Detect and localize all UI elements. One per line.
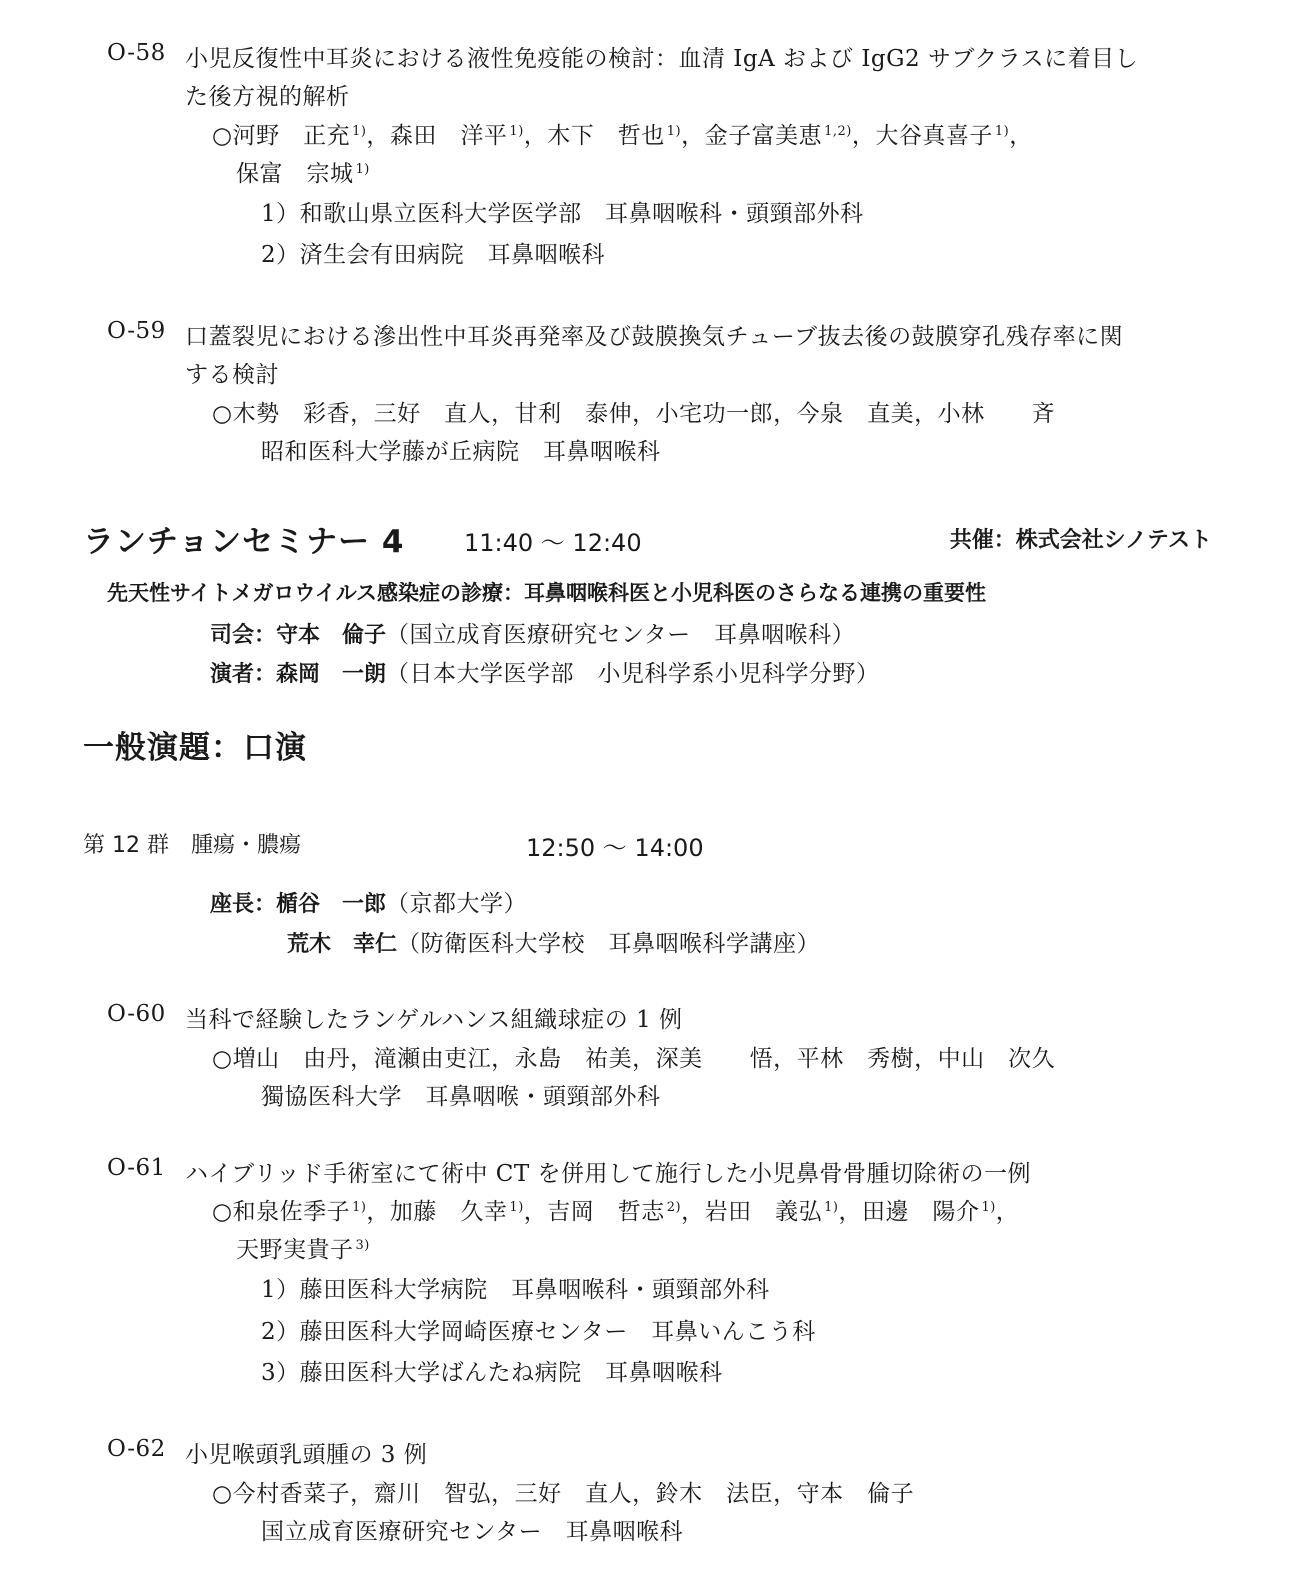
author-name: 田邊 陽介: [861, 1199, 980, 1225]
author-separator: ，: [1009, 123, 1033, 149]
author-list-o58-line1: [212, 117, 1033, 150]
author-separator: ，: [995, 1199, 1020, 1225]
affiliation-marker: 1): [352, 124, 367, 139]
abstract-title-o59-line2: する検討: [185, 362, 279, 388]
author-name: ○河野 正充: [212, 123, 351, 149]
affiliation-marker: 1): [509, 124, 524, 139]
author-list-o61-line2: [236, 1231, 370, 1264]
affiliation-marker: 1): [355, 162, 370, 177]
abstract-title-o61: ハイブリッド手術室にて術中 CT を併用して施行した小児鼻骨骨腫切除術の一例: [185, 1161, 1032, 1187]
seminar-chair: [210, 616, 855, 649]
abstract-title-o58-line2: た後方視的解析: [185, 84, 350, 110]
author-name: 加藤 久幸: [389, 1199, 508, 1225]
affiliation-marker: 3): [355, 1238, 370, 1253]
abstract-title-o60: 当科で経験したランゲルハンス組織球症の 1 例: [185, 1007, 683, 1033]
affiliation-marker: 1,2): [824, 124, 852, 139]
abstract-title-o58-line1: 小児反復性中耳炎における液性免疫能の検討：血清 IgA および IgG2 サブクラスに着目し: [185, 46, 1139, 72]
affiliation-o61-1: 1）藤田医科大学病院 耳鼻咽喉科・頭頸部外科: [261, 1277, 770, 1303]
affiliation-marker: 1): [352, 1200, 367, 1215]
seminar-speaker-name: 演者：森岡 一朗: [210, 662, 387, 687]
abstract-title-o59-line1: 口蓋裂児における滲出性中耳炎再発率及び鼓膜換気チューブ抜去後の鼓膜穿孔残存率に関: [185, 324, 1124, 350]
author-separator: ，: [838, 1199, 862, 1225]
group-title: 第 12 群 腫瘍・膿瘍: [83, 833, 301, 858]
abstract-number-o58: O-58: [107, 40, 166, 66]
author-separator: ，: [851, 123, 876, 149]
author-separator: ，: [366, 1199, 390, 1225]
author-name: 金子富美恵: [704, 123, 823, 149]
seminar-sponsor: 共催：株式会社シノテスト: [949, 528, 1212, 553]
author-name: 保富 宗城: [236, 161, 354, 187]
affiliation-marker: 1): [509, 1200, 524, 1215]
affiliation-o60: 獨協医科大学 耳鼻咽喉・頭頸部外科: [261, 1084, 661, 1110]
affiliation-o58-1: 1）和歌山県立医科大学医学部 耳鼻咽喉科・頭頸部外科: [261, 201, 864, 227]
abstract-number-o59: O-59: [107, 318, 166, 344]
group-chair-2-name: 荒木 幸仁: [287, 932, 398, 957]
group-chair-2: [287, 925, 820, 958]
author-separator: ，: [681, 1199, 705, 1225]
author-list-o62: ○今村香菜子，齋川 智弘，三好 直人，鈴木 法臣，守本 倫子: [212, 1481, 915, 1507]
seminar-chair-affiliation: （国立成育医療研究センター 耳鼻咽喉科）: [386, 622, 856, 648]
author-name: 岩田 義弘: [704, 1199, 823, 1225]
author-name: 吉岡 哲志: [547, 1199, 665, 1225]
seminar-time: 11:40 〜 12:40: [464, 529, 642, 557]
group-time: 12:50 〜 14:00: [526, 834, 704, 862]
affiliation-marker: 1): [994, 124, 1010, 139]
affiliation-o58-2: 2）済生会有田病院 耳鼻咽喉科: [261, 242, 606, 268]
affiliation-marker: 2): [666, 1200, 682, 1215]
seminar-subtitle: 先天性サイトメガロウイルス感染症の診療：耳鼻咽喉科医と小児科医のさらなる連携の重要性: [107, 581, 987, 605]
author-list-o59: ○木勢 彩香，三好 直人，甘利 泰伸，小宅功一郎，今泉 直美，小林 斉: [212, 401, 1056, 427]
author-separator: ，: [523, 123, 548, 149]
seminar-chair-name: 司会：守本 倫子: [210, 623, 387, 648]
section-title: 一般演題：口演: [83, 730, 307, 766]
author-name: 森田 洋平: [389, 123, 508, 149]
seminar-speaker: [210, 655, 880, 688]
seminar-speaker-affiliation: （日本大学医学部 小児科学系小児科学分野）: [386, 661, 880, 687]
group-chair-1-affiliation: （京都大学）: [386, 891, 528, 917]
abstract-number-o62: O-62: [107, 1436, 166, 1462]
affiliation-marker: 1): [981, 1200, 996, 1215]
abstract-title-o62: 小児喉頭乳頭腫の 3 例: [185, 1442, 428, 1468]
author-name: 天野実貴子: [236, 1237, 354, 1263]
abstract-number-o61: O-61: [107, 1155, 166, 1181]
affiliation-o62: 国立成育医療研究センター 耳鼻咽喉科: [261, 1519, 684, 1545]
author-list-o61-line1: [212, 1193, 1019, 1226]
author-list-o58-line2: [236, 155, 370, 188]
author-list-o60: ○増山 由丹，滝瀬由吏江，永島 祐美，深美 悟，平林 秀樹，中山 次久: [212, 1046, 1056, 1072]
group-chair-1-name: 座長：楯谷 一郎: [210, 892, 387, 917]
affiliation-o59: 昭和医科大学藤が丘病院 耳鼻咽喉科: [261, 439, 661, 465]
author-name: 大谷真喜子: [875, 123, 993, 149]
author-name: ○和泉佐季子: [212, 1199, 351, 1225]
group-chair-2-affiliation: （防衛医科大学校 耳鼻咽喉科学講座）: [397, 931, 821, 957]
affiliation-o61-3: 3）藤田医科大学ばんたね病院 耳鼻咽喉科: [261, 1360, 723, 1386]
affiliation-marker: 1): [666, 124, 682, 139]
seminar-title: ランチョンセミナー 4: [83, 524, 405, 560]
affiliation-marker: 1): [824, 1200, 839, 1215]
author-separator: ，: [523, 1199, 548, 1225]
author-separator: ，: [681, 123, 705, 149]
author-name: 木下 哲也: [547, 123, 665, 149]
affiliation-o61-2: 2）藤田医科大学岡崎医療センター 耳鼻いんこう科: [261, 1319, 816, 1345]
abstract-number-o60: O-60: [107, 1001, 166, 1027]
author-separator: ，: [366, 123, 390, 149]
group-chair-1: [210, 885, 527, 918]
